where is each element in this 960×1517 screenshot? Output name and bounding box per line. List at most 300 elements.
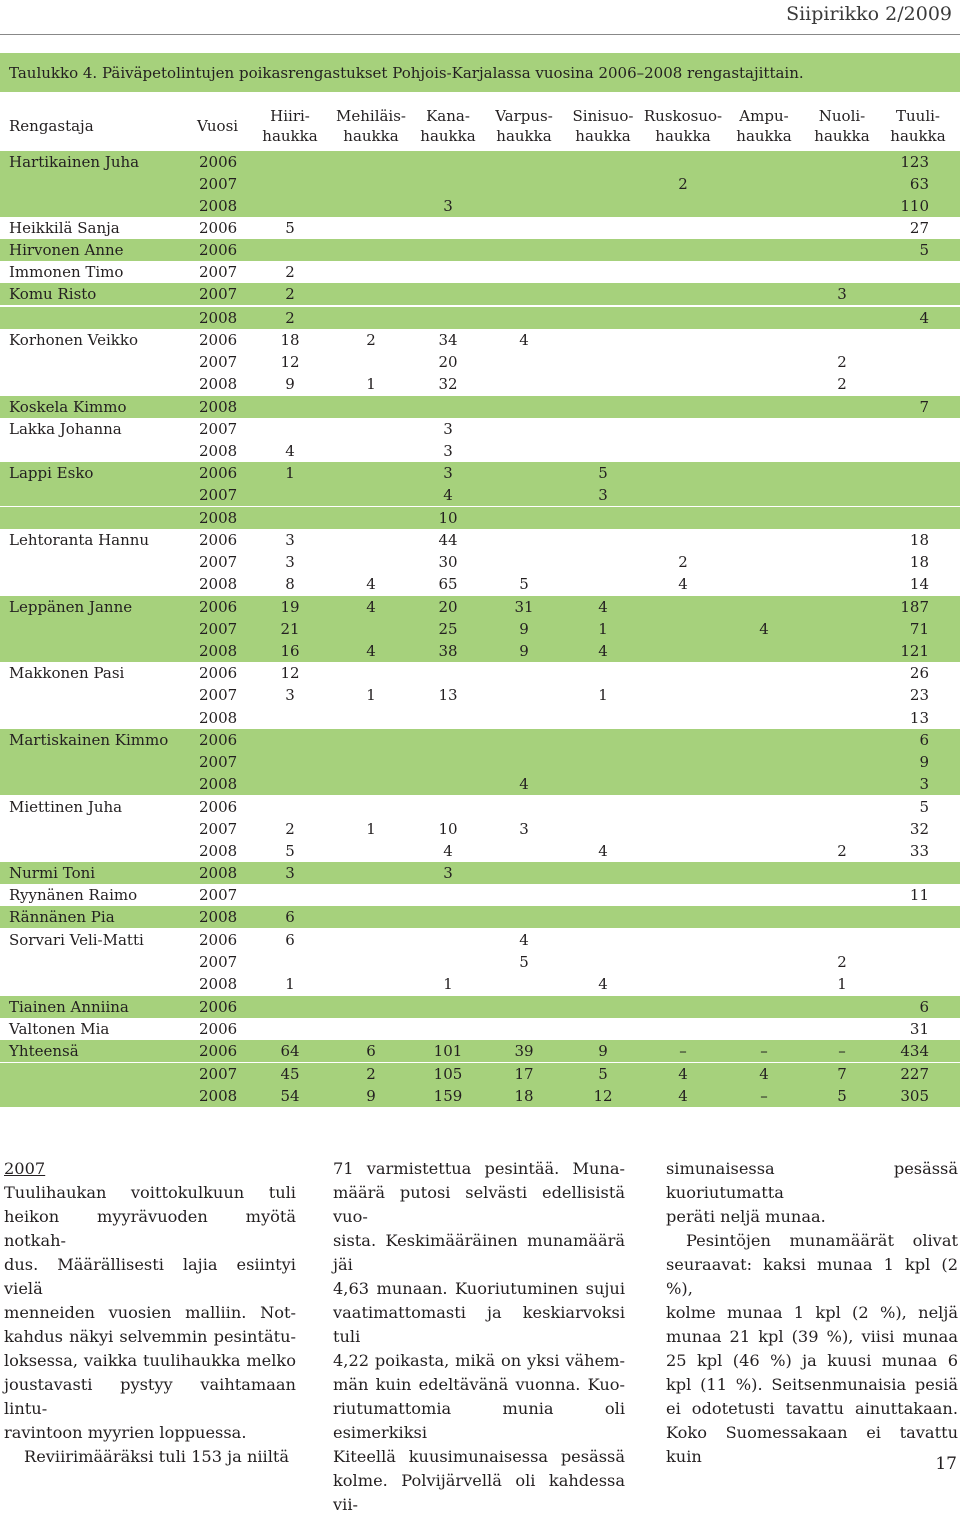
count-cell: 3: [285, 686, 295, 704]
count-cell: 2: [837, 953, 847, 971]
count-cell: 4: [678, 575, 688, 593]
count-cell: 3: [285, 553, 295, 571]
year-cell: 2006: [199, 664, 238, 682]
species-name-line: Hiiri-: [270, 107, 310, 125]
table-row: [0, 773, 960, 795]
table-row: [0, 307, 960, 329]
table-row: [0, 418, 960, 440]
species-suffix-line: haukka: [496, 127, 552, 145]
count-cell: 2: [837, 375, 847, 393]
column-header-species: [729, 106, 799, 152]
year-cell: 2006: [199, 998, 238, 1016]
table-row: [0, 484, 960, 506]
count-cell: 6: [285, 908, 295, 926]
ringer-name: Tiainen Anniina: [9, 998, 129, 1016]
year-cell: 2007: [199, 175, 238, 193]
count-cell: 25: [438, 620, 458, 638]
year-cell: 2006: [199, 731, 238, 749]
species-suffix-line: haukka: [736, 127, 792, 145]
table-caption: [0, 53, 960, 92]
ringer-name: Martiskainen Kimmo: [9, 731, 169, 749]
article-paragraph: [666, 1229, 958, 1469]
count-cell: 4: [598, 598, 608, 616]
count-cell: 32: [909, 820, 929, 838]
count-cell: 101: [433, 1042, 463, 1060]
species-name-line: Nuoli-: [818, 107, 866, 125]
count-cell: 3: [598, 486, 608, 504]
ringer-name: Komu Risto: [9, 285, 97, 303]
count-cell: 2: [366, 1065, 376, 1083]
count-cell: 18: [280, 331, 300, 349]
count-cell: 8: [285, 575, 295, 593]
text-line: loksessa, vaikka tuulihaukka melko: [4, 1351, 296, 1370]
count-cell: 11: [909, 886, 929, 904]
count-cell: 1: [837, 975, 847, 993]
count-cell: 1: [366, 686, 376, 704]
year-cell: 2007: [199, 953, 238, 971]
ringer-name: Valtonen Mia: [9, 1020, 110, 1038]
text-line: määrä putosi selvästi edellisistä vuo-: [333, 1183, 625, 1226]
count-cell: 159: [433, 1087, 463, 1105]
year-cell: 2006: [199, 331, 238, 349]
count-cell: 23: [909, 686, 929, 704]
count-cell: 32: [438, 375, 458, 393]
year-cell: 2008: [199, 197, 238, 215]
count-cell: 5: [837, 1087, 847, 1105]
text-line: Tuulihaukan voittokulkuun tuli: [4, 1183, 296, 1202]
count-cell: –: [838, 1042, 846, 1060]
year-cell: 2006: [199, 1042, 238, 1060]
count-cell: 6: [285, 931, 295, 949]
count-cell: 4: [443, 842, 453, 860]
table-row: [0, 751, 960, 773]
ringer-name: Lakka Johanna: [9, 420, 122, 438]
table-row: [0, 529, 960, 551]
text-line: Reviirimääräksi tuli 153 ja niiltä: [24, 1447, 290, 1466]
species-name-line: Sinisuo-: [572, 107, 634, 125]
ringer-name: Heikkilä Sanja: [9, 219, 120, 237]
article-column-2: [333, 1157, 625, 1517]
year-cell: 2008: [199, 975, 238, 993]
count-cell: 9: [366, 1087, 376, 1105]
page-number: 17: [935, 1454, 957, 1474]
count-cell: 10: [438, 509, 458, 527]
text-line: simunaisessa pesässä kuoriutumatta: [666, 1159, 958, 1202]
year-cell: 2006: [199, 1020, 238, 1038]
year-cell: 2007: [199, 620, 238, 638]
table-row: [0, 929, 960, 951]
count-cell: 3: [443, 864, 453, 882]
year-cell: 2008: [199, 842, 238, 860]
year-cell: 2007: [199, 553, 238, 571]
species-name-line: Ampu-: [739, 107, 789, 125]
count-cell: 3: [443, 420, 453, 438]
count-cell: 18: [909, 553, 929, 571]
count-cell: 18: [514, 1087, 534, 1105]
species-suffix-line: haukka: [655, 127, 711, 145]
species-name-line: Ruskosuo-: [643, 107, 723, 125]
table-row: [0, 707, 960, 729]
count-cell: 4: [678, 1065, 688, 1083]
year-cell: 2008: [199, 775, 238, 793]
species-suffix-line: haukka: [262, 127, 318, 145]
table-row: [0, 396, 960, 418]
count-cell: 110: [900, 197, 929, 215]
year-cell: 2008: [199, 375, 238, 393]
year-cell: 2008: [199, 908, 238, 926]
count-cell: 5: [919, 798, 929, 816]
species-name-line: Varpus-: [495, 107, 553, 125]
table-row: [0, 684, 960, 706]
text-line: Pesintöjen munamäärät olivat: [686, 1231, 958, 1250]
year-cell: 2008: [199, 864, 238, 882]
count-cell: 34: [438, 331, 458, 349]
ringer-name: Sorvari Veli-Matti: [9, 931, 144, 949]
table-row: [0, 351, 960, 373]
column-header-species: [807, 106, 877, 152]
count-cell: 17: [514, 1065, 534, 1083]
species-suffix-line: haukka: [420, 127, 476, 145]
column-header-vuosi: Vuosi: [197, 117, 239, 135]
running-header: [0, 0, 960, 36]
table-row: [0, 640, 960, 662]
table-row: [0, 1085, 960, 1107]
table-row: [0, 373, 960, 395]
species-suffix-line: haukka: [814, 127, 870, 145]
count-cell: 4: [443, 486, 453, 504]
count-cell: 3: [443, 442, 453, 460]
count-cell: 4: [285, 442, 295, 460]
count-cell: 4: [519, 775, 529, 793]
ringer-name: Immonen Timo: [9, 263, 124, 281]
column-header-rengastaja: Rengastaja: [9, 117, 94, 135]
table-row: [0, 618, 960, 640]
count-cell: 39: [514, 1042, 534, 1060]
table-row: [0, 261, 960, 283]
table-row: [0, 1040, 960, 1062]
count-cell: 5: [598, 1065, 608, 1083]
count-cell: 4: [519, 331, 529, 349]
count-cell: 121: [900, 642, 929, 660]
table-row: [0, 217, 960, 239]
ringer-name: Rännänen Pia: [9, 908, 115, 926]
year-cell: 2008: [199, 642, 238, 660]
table-row: [0, 573, 960, 595]
column-header-species: [413, 106, 483, 152]
text-line: 25 kpl (46 %) ja kuusi munaa 6: [666, 1351, 958, 1370]
year-cell: 2006: [199, 798, 238, 816]
count-cell: 30: [438, 553, 458, 571]
table-row: [0, 1063, 960, 1085]
count-cell: 10: [438, 820, 458, 838]
table-row: [0, 173, 960, 195]
text-line: Kiteellä kuusimunaisessa pesässä: [333, 1447, 625, 1466]
column-header-species: [260, 106, 320, 152]
count-cell: 2: [837, 353, 847, 371]
count-cell: 1: [366, 375, 376, 393]
table-row: [0, 151, 960, 173]
count-cell: 1: [366, 820, 376, 838]
count-cell: 3: [919, 775, 929, 793]
article-paragraph: [333, 1157, 625, 1517]
count-cell: 27: [909, 219, 929, 237]
table-row: [0, 283, 960, 305]
count-cell: 3: [285, 531, 295, 549]
table-row: [0, 862, 960, 884]
count-cell: 2: [285, 263, 295, 281]
text-line: riutumattomia munia oli esimerkiksi: [333, 1399, 625, 1442]
year-cell: 2008: [199, 709, 238, 727]
year-cell: 2007: [199, 1065, 238, 1083]
year-cell: 2007: [199, 420, 238, 438]
count-cell: 187: [900, 598, 929, 616]
text-line: 4,22 poikasta, mikä on yksi vähem-: [333, 1351, 625, 1370]
year-cell: 2008: [199, 309, 238, 327]
table-row: [0, 596, 960, 618]
column-header-species: [638, 106, 728, 152]
count-cell: 227: [900, 1065, 929, 1083]
ringer-name: Lehtoranta Hannu: [9, 531, 150, 549]
count-cell: 1: [598, 620, 608, 638]
year-cell: 2007: [199, 686, 238, 704]
table-row: [0, 796, 960, 818]
ringer-name: Makkonen Pasi: [9, 664, 125, 682]
table-row: [0, 662, 960, 684]
count-cell: 2: [285, 285, 295, 303]
count-cell: 12: [280, 664, 300, 682]
section-heading: 2007: [4, 1159, 46, 1178]
count-cell: 9: [519, 620, 529, 638]
count-cell: 4: [678, 1087, 688, 1105]
count-cell: 4: [759, 1065, 769, 1083]
count-cell: 65: [438, 575, 458, 593]
text-line: munaa 21 kpl (39 %), viisi munaa: [666, 1327, 958, 1346]
count-cell: 3: [443, 197, 453, 215]
count-cell: 6: [919, 998, 929, 1016]
count-cell: 7: [919, 398, 929, 416]
year-cell: 2006: [199, 931, 238, 949]
count-cell: 13: [438, 686, 458, 704]
ringer-name: Koskela Kimmo: [9, 398, 127, 416]
table-row: [0, 973, 960, 995]
column-header-species: [883, 106, 953, 152]
year-cell: 2007: [199, 486, 238, 504]
count-cell: 305: [900, 1087, 929, 1105]
count-cell: –: [760, 1042, 768, 1060]
count-cell: 4: [519, 931, 529, 949]
count-cell: 1: [285, 975, 295, 993]
species-name-line: Tuuli-: [896, 107, 940, 125]
count-cell: 5: [919, 241, 929, 259]
year-cell: 2007: [199, 886, 238, 904]
text-line: heikon myyrävuoden myötä notkah-: [4, 1207, 296, 1250]
text-line: menneiden vuosien malliin. Not-: [4, 1303, 296, 1322]
header-rule: [0, 34, 960, 35]
text-line: Koko Suomessakaan ei tavattu kuin: [666, 1423, 958, 1466]
text-line: ei odotetusti tavattu ainuttakaan.: [666, 1399, 958, 1418]
count-cell: 4: [919, 309, 929, 327]
count-cell: 5: [519, 575, 529, 593]
ringer-name: Ryynänen Raimo: [9, 886, 138, 904]
table-row: [0, 1018, 960, 1040]
year-cell: 2006: [199, 464, 238, 482]
species-suffix-line: haukka: [343, 127, 399, 145]
count-cell: 44: [438, 531, 458, 549]
table-row: [0, 996, 960, 1018]
count-cell: 3: [443, 464, 453, 482]
count-cell: 4: [366, 642, 376, 660]
year-cell: 2007: [199, 753, 238, 771]
ringer-name: Miettinen Juha: [9, 798, 123, 816]
year-cell: 2006: [199, 241, 238, 259]
text-line: seuraavat: kaksi munaa 1 kpl (2 %),: [666, 1255, 958, 1298]
ringer-name: Leppänen Janne: [9, 598, 133, 616]
species-name-line: Kana-: [426, 107, 470, 125]
text-line: sista. Keskimääräinen munamäärä jäi: [333, 1231, 625, 1274]
year-cell: 2006: [199, 153, 238, 171]
count-cell: 2: [285, 820, 295, 838]
table-row: [0, 840, 960, 862]
count-cell: 6: [366, 1042, 376, 1060]
table-row: [0, 329, 960, 351]
count-cell: 9: [519, 642, 529, 660]
count-cell: 54: [280, 1087, 300, 1105]
count-cell: 3: [837, 285, 847, 303]
table-row: [0, 818, 960, 840]
count-cell: 20: [438, 353, 458, 371]
text-line: dus. Määrällisesti lajia esiintyi vielä: [4, 1255, 296, 1298]
year-cell: 2006: [199, 531, 238, 549]
count-cell: 33: [909, 842, 929, 860]
table-row: [0, 951, 960, 973]
count-cell: 31: [514, 598, 534, 616]
text-line: 71 varmistettua pesintää. Muna-: [333, 1159, 625, 1178]
count-cell: 63: [909, 175, 929, 193]
text-line: ravintoon myyrien loppuessa.: [4, 1423, 247, 1442]
count-cell: 434: [900, 1042, 929, 1060]
text-line: 4,63 munaan. Kuoriutuminen sujui: [333, 1279, 625, 1298]
table-row: [0, 440, 960, 462]
article-paragraph: [4, 1181, 296, 1445]
count-cell: 1: [443, 975, 453, 993]
column-header-species: [489, 106, 559, 152]
count-cell: 4: [366, 575, 376, 593]
count-cell: 31: [909, 1020, 929, 1038]
count-cell: 9: [285, 375, 295, 393]
table-row: [0, 729, 960, 751]
text-line: peräti neljä munaa.: [666, 1207, 826, 1226]
count-cell: 45: [280, 1065, 300, 1083]
count-cell: 20: [438, 598, 458, 616]
count-cell: 4: [598, 842, 608, 860]
count-cell: 26: [909, 664, 929, 682]
count-cell: 5: [285, 219, 295, 237]
count-cell: 2: [678, 553, 688, 571]
count-cell: 123: [900, 153, 929, 171]
ringer-name: Korhonen Veikko: [9, 331, 139, 349]
table-row: [0, 884, 960, 906]
table-caption-text: Taulukko 4. Päiväpetolintujen poikasrengastukset Pohjois-Karjalassa vuosina 2006–2008 rengastajittain.: [9, 64, 804, 82]
text-line: kpl (11 %). Seitsenmunaisia pesiä: [666, 1375, 958, 1394]
count-cell: 105: [433, 1065, 463, 1083]
count-cell: 1: [285, 464, 295, 482]
text-line: kolme munaa 1 kpl (2 %), neljä: [666, 1303, 958, 1322]
ringer-name: Hartikainen Juha: [9, 153, 140, 171]
count-cell: 3: [285, 864, 295, 882]
count-cell: 7: [837, 1065, 847, 1083]
table-row: [0, 462, 960, 484]
count-cell: 14: [909, 575, 929, 593]
count-cell: 5: [285, 842, 295, 860]
count-cell: 2: [366, 331, 376, 349]
count-cell: 2: [678, 175, 688, 193]
year-cell: 2008: [199, 575, 238, 593]
text-line: joustavasti pystyy vaihtamaan lintu-: [4, 1375, 296, 1418]
count-cell: 64: [280, 1042, 300, 1060]
count-cell: 4: [598, 642, 608, 660]
count-cell: 16: [280, 642, 300, 660]
species-suffix-line: haukka: [890, 127, 946, 145]
ringer-name: Hirvonen Anne: [9, 241, 124, 259]
table-row: [0, 507, 960, 529]
column-header-species: [566, 106, 640, 152]
article-column-3: [666, 1157, 958, 1469]
count-cell: –: [679, 1042, 687, 1060]
year-cell: 2006: [199, 598, 238, 616]
table-row: [0, 551, 960, 573]
count-cell: 71: [909, 620, 929, 638]
count-cell: 12: [280, 353, 300, 371]
year-cell: 2006: [199, 219, 238, 237]
column-header-species: [331, 106, 411, 152]
text-line: vaatimattomasti ja keskiarvoksi tuli: [333, 1303, 625, 1346]
text-line: kahdus näkyi selvemmin pesintätu-: [4, 1327, 296, 1346]
ringer-name: Lappi Esko: [9, 464, 94, 482]
count-cell: 5: [519, 953, 529, 971]
count-cell: 4: [366, 598, 376, 616]
article-paragraph: [4, 1445, 296, 1469]
year-cell: 2008: [199, 509, 238, 527]
table-row: [0, 239, 960, 261]
article-column-1: [4, 1157, 296, 1469]
year-cell: 2007: [199, 263, 238, 281]
count-cell: 18: [909, 531, 929, 549]
count-cell: 6: [919, 731, 929, 749]
count-cell: 12: [593, 1087, 613, 1105]
text-line: män kuin edeltävänä vuonna. Kuo-: [333, 1375, 625, 1394]
species-suffix-line: haukka: [575, 127, 631, 145]
ringer-name: Nurmi Toni: [9, 864, 96, 882]
ringer-name: Yhteensä: [9, 1042, 79, 1060]
count-cell: 13: [909, 709, 929, 727]
year-cell: 2007: [199, 285, 238, 303]
year-cell: 2008: [199, 398, 238, 416]
year-cell: 2007: [199, 820, 238, 838]
year-cell: 2007: [199, 353, 238, 371]
text-line: kolme. Polvijärvellä oli kahdessa vii-: [333, 1471, 625, 1514]
year-cell: 2008: [199, 1087, 238, 1105]
table-row: [0, 906, 960, 928]
species-name-line: Mehiläis-: [336, 107, 406, 125]
count-cell: 21: [280, 620, 300, 638]
count-cell: 1: [598, 686, 608, 704]
count-cell: 3: [519, 820, 529, 838]
count-cell: 5: [598, 464, 608, 482]
count-cell: 4: [759, 620, 769, 638]
count-cell: 2: [285, 309, 295, 327]
count-cell: 9: [598, 1042, 608, 1060]
count-cell: 4: [598, 975, 608, 993]
